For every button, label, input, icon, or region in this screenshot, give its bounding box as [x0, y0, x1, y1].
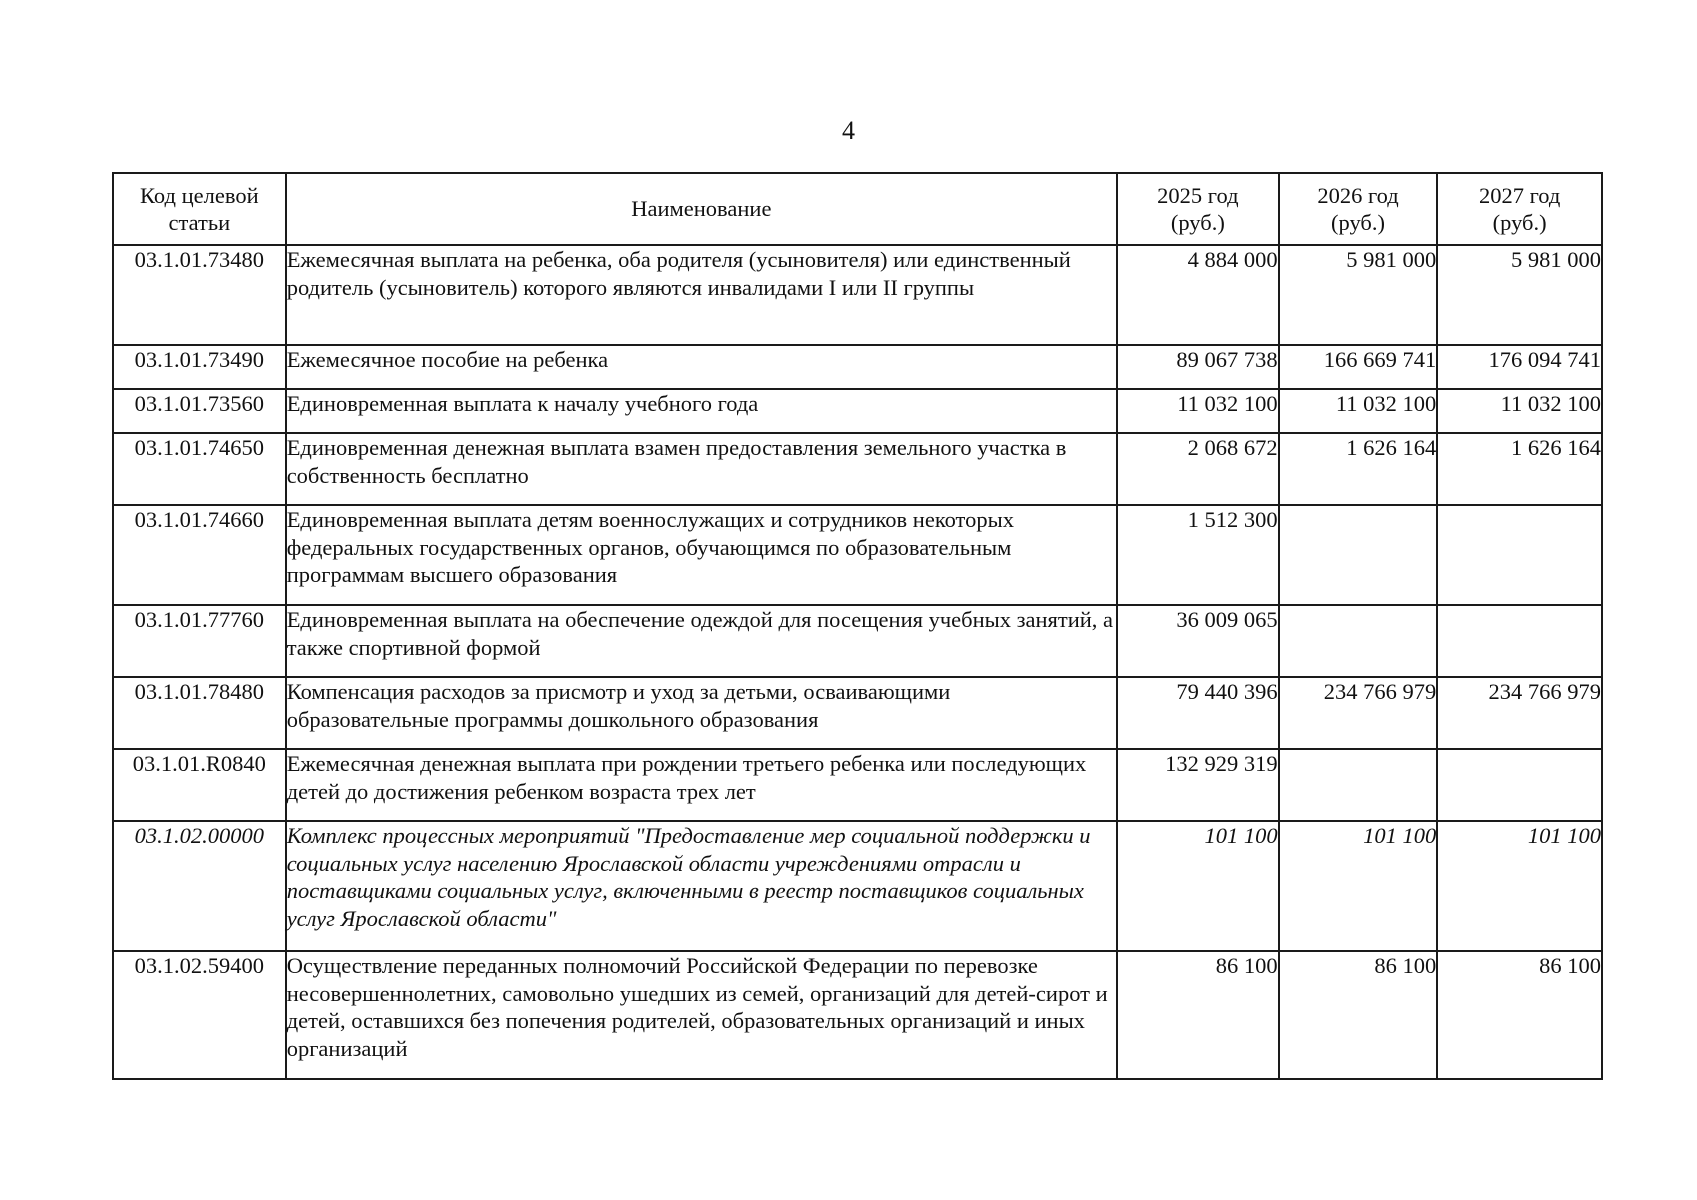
cell-2025: 36 009 065 [1117, 605, 1279, 677]
table-row [113, 749, 1602, 821]
cell-2025: 101 100 [1117, 821, 1279, 951]
cell-code: 03.1.02.00000 [113, 821, 286, 951]
cell-code: 03.1.01.77760 [113, 605, 286, 677]
cell-2026 [1279, 605, 1438, 677]
cell-2026 [1279, 749, 1438, 821]
table-row [113, 821, 1602, 951]
table-row [113, 505, 1602, 605]
cell-2027: 11 032 100 [1437, 389, 1602, 433]
cell-2025: 2 068 672 [1117, 433, 1279, 505]
cell-name: Единовременная выплата на обеспечение одеждой для посещения учебных занятий, а также спортивной формой [286, 605, 1117, 677]
cell-name: Компенсация расходов за присмотр и уход за детьми, осваивающими образовательные программы дошкольного образования [286, 677, 1117, 749]
cell-code: 03.1.01.73480 [113, 245, 286, 345]
table-row [113, 605, 1602, 677]
cell-2025: 11 032 100 [1117, 389, 1279, 433]
cell-code: 03.1.01.R0840 [113, 749, 286, 821]
header-code: Код целевой статьи [113, 173, 286, 245]
cell-2026: 11 032 100 [1279, 389, 1438, 433]
cell-2027: 86 100 [1437, 951, 1602, 1079]
budget-table [112, 172, 1603, 1080]
cell-name: Единовременная выплата детям военнослужащих и сотрудников некоторых федеральных государственных органов, обучающимся по образовательным программам высшего образования [286, 505, 1117, 605]
cell-2027: 101 100 [1437, 821, 1602, 951]
cell-code: 03.1.01.73560 [113, 389, 286, 433]
cell-name: Единовременная выплата к началу учебного года [286, 389, 1117, 433]
cell-2026: 1 626 164 [1279, 433, 1438, 505]
cell-name: Ежемесячная выплата на ребенка, оба родителя (усыновителя) или единственный родитель (усыновитель) которого являются инвалидами I или II группы [286, 245, 1117, 345]
cell-code: 03.1.01.73490 [113, 345, 286, 389]
cell-name: Ежемесячная денежная выплата при рождении третьего ребенка или последующих детей до достижения ребенком возраста трех лет [286, 749, 1117, 821]
header-2027: 2027 год (руб.) [1437, 173, 1602, 245]
cell-2026: 5 981 000 [1279, 245, 1438, 345]
cell-2025: 89 067 738 [1117, 345, 1279, 389]
header-2026: 2026 год (руб.) [1279, 173, 1438, 245]
cell-name: Комплекс процессных мероприятий "Предоставление мер социальной поддержки и социальных услуг населению Ярославской области учреждениями отрасли и поставщиками социальных услуг, включенными в реестр поставщиков социальных услуг Ярославской области" [286, 821, 1117, 951]
table-row [113, 677, 1602, 749]
table-row [113, 951, 1602, 1079]
cell-2027 [1437, 749, 1602, 821]
cell-name: Ежемесячное пособие на ребенка [286, 345, 1117, 389]
cell-name: Единовременная денежная выплата взамен предоставления земельного участка в собственность бесплатно [286, 433, 1117, 505]
cell-code: 03.1.01.74650 [113, 433, 286, 505]
cell-code: 03.1.01.74660 [113, 505, 286, 605]
table-row [113, 345, 1602, 389]
cell-2026 [1279, 505, 1438, 605]
cell-2027: 234 766 979 [1437, 677, 1602, 749]
table-row [113, 433, 1602, 505]
cell-code: 03.1.01.78480 [113, 677, 286, 749]
table-header-row [113, 173, 1602, 245]
cell-2025: 79 440 396 [1117, 677, 1279, 749]
cell-name: Осуществление переданных полномочий Российской Федерации по перевозке несовершеннолетних, самовольно ушедших из семей, организаций для детей-сирот и детей, оставшихся без попечения родителей, образовательных организаций и иных организаций [286, 951, 1117, 1079]
cell-2025: 4 884 000 [1117, 245, 1279, 345]
cell-2025: 86 100 [1117, 951, 1279, 1079]
cell-2025: 1 512 300 [1117, 505, 1279, 605]
cell-2026: 166 669 741 [1279, 345, 1438, 389]
cell-2027: 5 981 000 [1437, 245, 1602, 345]
page-number: 4 [842, 116, 855, 145]
table-row [113, 245, 1602, 345]
cell-2026: 86 100 [1279, 951, 1438, 1079]
cell-2027: 1 626 164 [1437, 433, 1602, 505]
header-name: Наименование [286, 173, 1117, 245]
table-row [113, 389, 1602, 433]
cell-2027: 176 094 741 [1437, 345, 1602, 389]
cell-2027 [1437, 505, 1602, 605]
cell-2027 [1437, 605, 1602, 677]
cell-code: 03.1.02.59400 [113, 951, 286, 1079]
header-2025: 2025 год (руб.) [1117, 173, 1279, 245]
cell-2026: 234 766 979 [1279, 677, 1438, 749]
cell-2026: 101 100 [1279, 821, 1438, 951]
cell-2025: 132 929 319 [1117, 749, 1279, 821]
